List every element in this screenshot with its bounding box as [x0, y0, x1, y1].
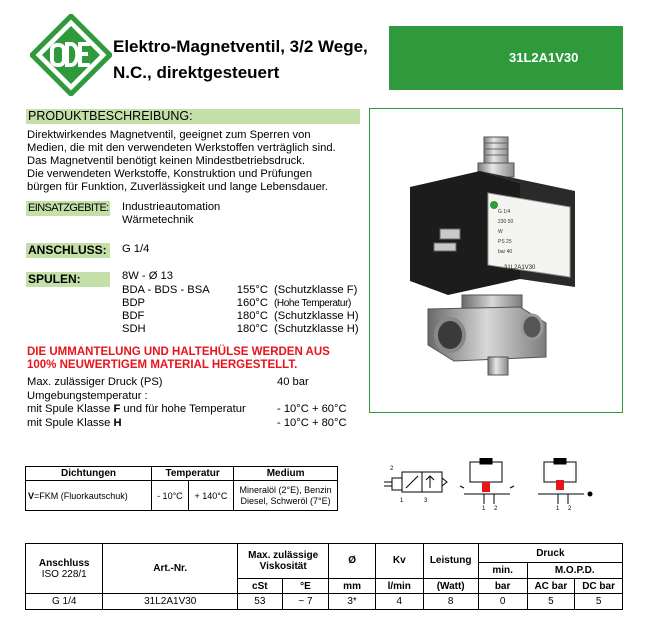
- coil-class: (Schutzklasse H): [274, 323, 359, 335]
- spec-data-row: [26, 594, 623, 610]
- coil-logo-icon: [490, 201, 498, 209]
- warning-line-2: 100% NEUWERTIGEM MATERIAL HERGESTELLT.: [27, 359, 298, 371]
- cell-min-bar: 0: [478, 594, 527, 610]
- port-opening: [522, 315, 542, 339]
- cell-durchmesser: 3*: [329, 594, 376, 610]
- unit-dc-bar: DC bar: [575, 578, 623, 594]
- product-photo-frame: [369, 108, 623, 413]
- class-f-suffix: und für hohe Temperatur: [120, 403, 246, 415]
- product-description: [27, 129, 361, 194]
- param-pressure: [27, 376, 367, 390]
- cell-seal: [26, 481, 152, 511]
- section-diagram-closed: [460, 458, 514, 504]
- header-durchmesser: Ø: [329, 544, 376, 579]
- spulen-row: [122, 297, 359, 310]
- coil-temp: 155°C: [236, 284, 268, 296]
- coil-mark: 230 50: [498, 219, 514, 225]
- einsatz-values: [122, 201, 220, 227]
- material-warning: [27, 346, 367, 372]
- spulen-row: [122, 323, 359, 336]
- section-port-1: 1: [556, 506, 560, 510]
- spulen-table: [122, 284, 359, 336]
- medium-line: Mineralöl (2°E), Benzin: [239, 484, 332, 495]
- cell-art-nr: 31L2A1V30: [103, 594, 238, 610]
- anschluss-standard: ISO 228/1: [41, 568, 87, 580]
- coil-mark: bar 40: [498, 249, 513, 255]
- cell-medium: [234, 481, 338, 511]
- coil-label: 31L2A1V30: [504, 265, 536, 271]
- coil-mark: W: [498, 229, 503, 235]
- iso-symbol: [384, 472, 447, 492]
- cell-dc-bar: 5: [575, 594, 623, 610]
- port-opening: [436, 319, 464, 351]
- description-line: bürgen für Funktion, Zuverlässigkeit und lange Lebensdauer.: [27, 181, 329, 193]
- cell-temp-max: + 140°C: [188, 481, 233, 511]
- class-f-value: - 10°C + 60°C: [277, 403, 347, 415]
- header-art-nr: Art.-Nr.: [103, 544, 238, 594]
- coil-class: (Hohe Temperatur): [274, 298, 351, 309]
- description-line: Direktwirkendes Magnetventil, geeignet zum Sperren von: [27, 129, 311, 141]
- description-line: Die verwendeten Werkstoffe, Konstruktion und Prüfungen: [27, 168, 313, 180]
- anschluss-value: G 1/4: [122, 243, 150, 255]
- class-h-letter: H: [113, 416, 122, 429]
- header-min: min.: [478, 563, 527, 579]
- header-kv: Kv: [375, 544, 423, 579]
- coil-class: (Schutzklasse H): [274, 310, 359, 322]
- symbol-port-2: 2: [390, 466, 394, 472]
- unit-cst: cSt: [238, 578, 283, 594]
- section-heading-produktbeschreibung: PRODUKTBESCHREIBUNG:: [26, 109, 360, 124]
- class-h-value: - 10°C + 80°C: [277, 416, 347, 429]
- cell-leistung: 8: [423, 594, 478, 610]
- einsatz-value: Wärmetechnik: [122, 214, 194, 226]
- symbol-port-1: 1: [400, 498, 404, 504]
- page-title: [113, 34, 413, 86]
- coil-name: BDF: [122, 310, 145, 322]
- class-f-prefix: mit Spule Klasse: [27, 403, 114, 415]
- unit-mm: mm: [329, 578, 376, 594]
- header-anschluss: [26, 544, 103, 594]
- medium-table-row: [26, 481, 338, 511]
- title-line-2: N.C., direktgesteuert: [113, 63, 280, 82]
- pressure-label: Max. zulässiger Druck (PS): [27, 376, 163, 388]
- product-code: 31L2A1V30: [509, 50, 579, 65]
- unit-ac-bar: AC bar: [527, 578, 575, 594]
- header-dichtungen: Dichtungen: [26, 467, 152, 481]
- param-class-h: [27, 417, 367, 431]
- anschluss-heading: Anschluss: [38, 557, 90, 569]
- spec-table: [25, 543, 623, 610]
- section-diagram-open: [538, 458, 592, 504]
- medium-table-header: [26, 467, 338, 481]
- medium-table: [25, 466, 338, 511]
- valve-schematics: [384, 458, 624, 510]
- seal-material: =FKM (Fluorkautschuk): [34, 490, 128, 501]
- spulen-row: [122, 284, 359, 297]
- coil-name: BDA - BDS - BSA: [122, 284, 210, 296]
- seal-code: V: [28, 490, 35, 501]
- label-anschluss: ANSCHLUSS:: [26, 243, 110, 258]
- warning-line-1: DIE UMMANTELUNG UND HALTEHÜLSE WERDEN AUS: [27, 346, 330, 358]
- label-einsatzgebiete: EINSATZGEBITE:: [28, 202, 109, 214]
- title-line-1: Elektro-Magnetventil, 3/2 Wege,: [113, 37, 368, 56]
- class-f-letter: F: [113, 403, 121, 415]
- label-spulen: SPULEN:: [26, 272, 110, 287]
- ode-logo: [30, 14, 112, 96]
- coil-class: (Schutzklasse F): [274, 284, 358, 296]
- cell-temp-min: - 10°C: [152, 481, 189, 511]
- symbol-port-3: 3: [424, 498, 428, 504]
- coil-temp: 180°C: [236, 310, 268, 322]
- unit-engler: °E: [282, 578, 329, 594]
- cell-ac-bar: 5: [527, 594, 575, 610]
- unit-watt: (Watt): [423, 578, 478, 594]
- coil-temp: 180°C: [236, 323, 268, 335]
- description-line: Das Magnetventil benötigt keinen Mindestbetriebsdruck.: [27, 155, 305, 167]
- einsatz-value: Industrieautomation: [122, 201, 221, 213]
- cell-cst: 53: [238, 594, 283, 610]
- solenoid-valve-image: [370, 109, 622, 412]
- medium-line: Diesel, Schweröl (7°E): [240, 495, 331, 506]
- cell-anschluss: G 1/4: [26, 594, 103, 610]
- unit-bar: bar: [478, 578, 527, 594]
- section-port-1: 1: [482, 506, 486, 510]
- coil-mark: PS 25: [498, 239, 512, 245]
- unit-lmin: l/min: [375, 578, 423, 594]
- header-druck: Druck: [478, 544, 622, 563]
- header-viskositaet: Max. zulässige Viskosität: [238, 544, 329, 579]
- pressure-value: 40 bar: [277, 376, 309, 388]
- description-line: Medien, die mit den verwendeten Werkstoffen verträglich sind.: [27, 142, 336, 154]
- param-class-f: [27, 403, 367, 417]
- header-leistung: Leistung: [423, 544, 478, 579]
- class-h-prefix: mit Spule Klasse: [27, 416, 114, 429]
- header-banner: [389, 26, 623, 90]
- param-ambient: [27, 390, 367, 404]
- spulen-header: 8W - Ø 13: [122, 270, 173, 282]
- coil-temp: 160°C: [236, 297, 268, 309]
- cell-kv: 4: [375, 594, 423, 610]
- spec-header-row-1: [26, 544, 623, 563]
- spulen-row: [122, 310, 359, 323]
- coil-name: SDH: [122, 323, 146, 335]
- section-port-2: 2: [568, 506, 572, 510]
- parameters-block: [27, 376, 367, 430]
- header-temperatur: Temperatur: [152, 467, 234, 481]
- cell-engler: ~ 7: [282, 594, 329, 610]
- coil-mark: G 1/4: [498, 209, 511, 215]
- ambient-label: Umgebungstemperatur :: [27, 389, 148, 402]
- header-mopd: M.O.P.D.: [527, 563, 623, 579]
- coil-name: BDP: [122, 297, 146, 309]
- header-medium: Medium: [234, 467, 338, 481]
- section-port-2: 2: [494, 506, 498, 510]
